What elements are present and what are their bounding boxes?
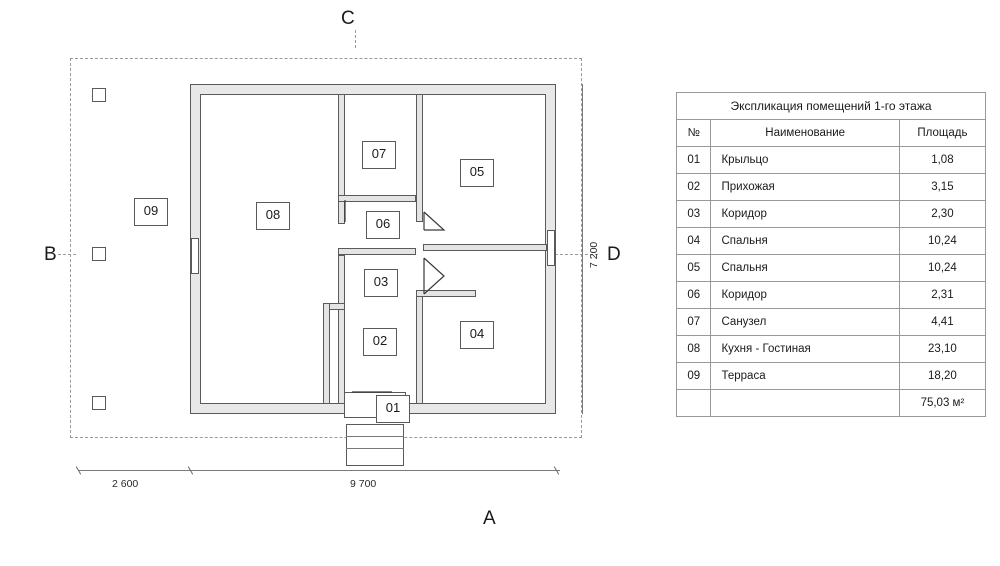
row-name: Кухня - Гостиная <box>711 336 899 363</box>
window-right-wall <box>547 230 555 266</box>
row-name: Санузел <box>711 309 899 336</box>
table-title-row <box>677 93 986 120</box>
dim-house-height: 7 200 <box>588 241 600 268</box>
row-number: 05 <box>677 255 711 282</box>
room-label-03: 03 <box>364 269 398 297</box>
row-area: 10,24 <box>899 228 985 255</box>
row-number: 08 <box>677 336 711 363</box>
terrace-column-bottom-left <box>92 396 106 410</box>
table-row <box>677 228 986 255</box>
table-header-row <box>677 120 986 147</box>
row-area: 23,10 <box>899 336 985 363</box>
table-row <box>677 174 986 201</box>
row-name: Терраса <box>711 363 899 390</box>
row-area: 1,08 <box>899 147 985 174</box>
room-label-02: 02 <box>363 328 397 356</box>
row-number: 07 <box>677 309 711 336</box>
partition-bath-bottom <box>338 195 416 202</box>
porch-step-line-1 <box>346 436 404 437</box>
table-title: Экспликация помещений 1-го этажа <box>677 93 986 120</box>
table-row <box>677 309 986 336</box>
table-total-row <box>677 390 986 417</box>
room-label-07: 07 <box>362 141 396 169</box>
row-number: 01 <box>677 147 711 174</box>
row-area: 2,30 <box>899 201 985 228</box>
row-area: 4,41 <box>899 309 985 336</box>
row-number: 09 <box>677 363 711 390</box>
row-number: 03 <box>677 201 711 228</box>
room-label-01: 01 <box>376 395 410 423</box>
partition-bedroom04-top <box>416 290 476 297</box>
header-name: Наименование <box>711 120 899 147</box>
partition-hall-left <box>323 303 330 404</box>
terrace-column-mid-left <box>92 247 106 261</box>
partition-bath-bedroom <box>416 94 423 222</box>
row-number: 02 <box>677 174 711 201</box>
total-blank-num <box>677 390 711 417</box>
header-number: № <box>677 120 711 147</box>
partition-corridor06-bottom <box>338 248 416 255</box>
table-row <box>677 147 986 174</box>
total-blank-name <box>711 390 899 417</box>
partition-bedroom05-bottom <box>423 244 547 251</box>
row-name: Прихожая <box>711 174 899 201</box>
explication-table-wrapper <box>676 92 986 417</box>
row-name: Спальня <box>711 255 899 282</box>
terrace-column-top-left <box>92 88 106 102</box>
dim-line-right <box>582 84 583 414</box>
row-area: 18,20 <box>899 363 985 390</box>
partition-kitchen-corridor <box>338 94 345 224</box>
window-left-wall <box>191 238 199 274</box>
partition-bedroom-lower <box>416 290 423 404</box>
room-label-09: 09 <box>134 198 168 226</box>
row-name: Крыльцо <box>711 147 899 174</box>
row-name: Спальня <box>711 228 899 255</box>
room-label-05: 05 <box>460 159 494 187</box>
table-row <box>677 336 986 363</box>
row-number: 04 <box>677 228 711 255</box>
table-row <box>677 363 986 390</box>
row-area: 2,31 <box>899 282 985 309</box>
axis-label-d: D <box>607 244 621 265</box>
table-row <box>677 255 986 282</box>
explication-table <box>676 92 986 417</box>
room-label-06: 06 <box>366 211 400 239</box>
axis-label-c: C <box>341 8 355 29</box>
row-name: Коридор <box>711 282 899 309</box>
row-area: 10,24 <box>899 255 985 282</box>
axis-label-a: A <box>483 508 496 529</box>
row-number: 06 <box>677 282 711 309</box>
dim-terrace-width: 2 600 <box>112 478 139 490</box>
porch-step-line-2 <box>346 448 404 449</box>
dim-line-bottom <box>78 470 560 471</box>
porch-steps <box>346 424 404 466</box>
axis-line-vertical <box>355 30 356 48</box>
header-area: Площадь <box>899 120 985 147</box>
axis-label-b: B <box>44 244 57 265</box>
room-label-04: 04 <box>460 321 494 349</box>
room-label-08: 08 <box>256 202 290 230</box>
row-name: Коридор <box>711 201 899 228</box>
row-area: 3,15 <box>899 174 985 201</box>
total-area: 75,03 м² <box>899 390 985 417</box>
partition-corridor-lower <box>338 255 345 404</box>
table-row <box>677 282 986 309</box>
table-row <box>677 201 986 228</box>
dim-house-width: 9 700 <box>350 478 377 490</box>
